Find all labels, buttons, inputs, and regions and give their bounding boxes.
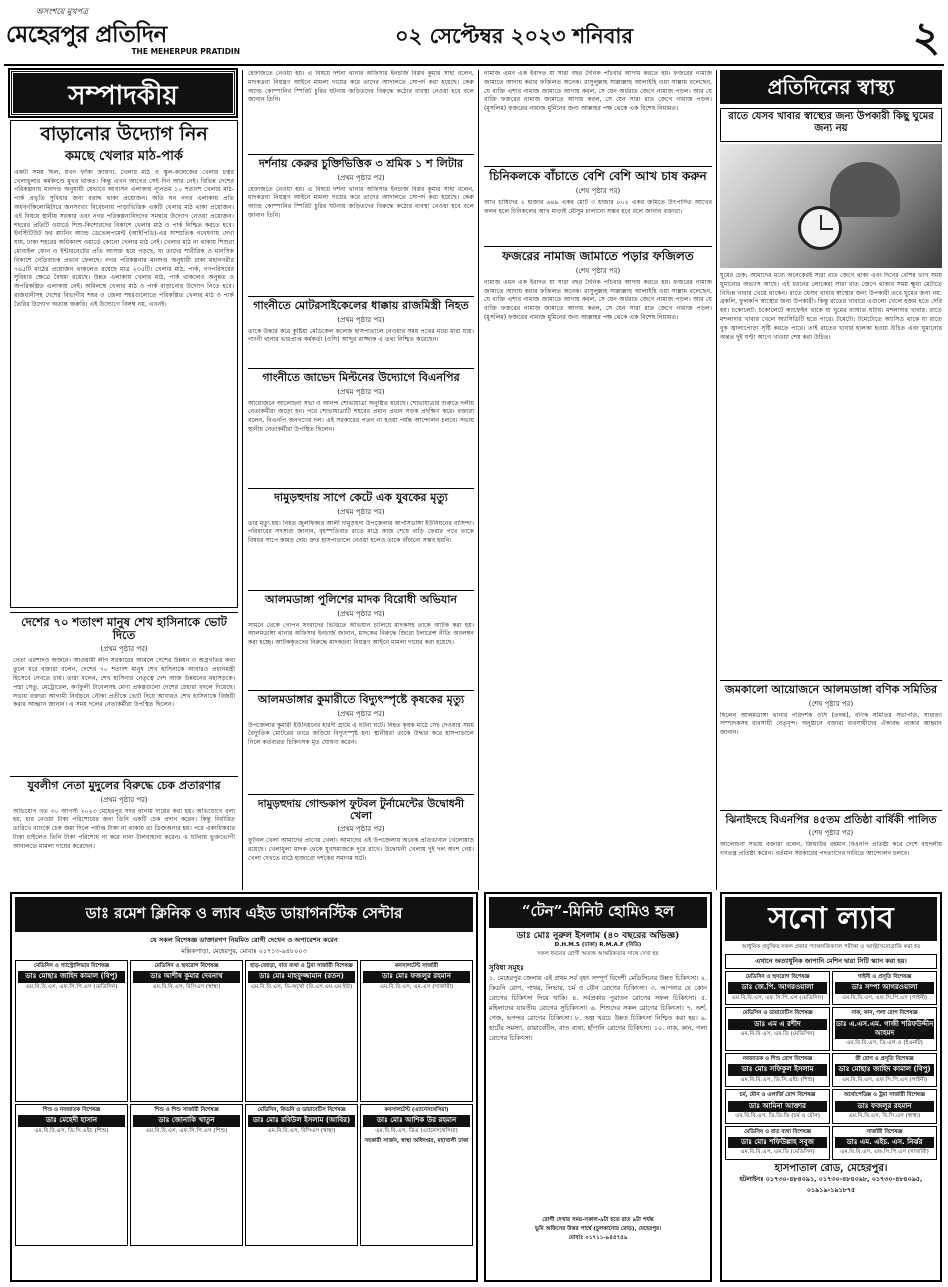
sleeping-person-icon <box>830 162 900 217</box>
article-a10-body: আখ চাষিদের ২ হাজার ৬৪৯ একর মোট ৩ হাজার ৮০২ একর জমিতে উৎপাদিত আখের ফলন হলে চিনিকলের আখ মাড়াই মৌসুম চালানো সম্ভব হবে বলে জানান বক্তারা। <box>484 198 712 215</box>
article-a3-body: হেফাজতে নেওয়া হয়। এ বিষয়ে দর্শনা থানার অফিসার ইনচার্জ বিপ্লব কুমার সাহা বলেন, মাদকদ্রব্য নিয়ন্ত্রণ আইনে মামলা দায়ের করে তাদের আদালতে সোপর্দ করা হয়েছে। কেরু অ্যান্ড কোম্পানির স্পিরিট চুরির ঘটনায় জড়িতদের বিরুদ্ধে কঠোর ব্যবস্থা নেওয়া হবে বলে জানান তিনি। <box>248 185 474 220</box>
doctor-spec: শিশু ও নবজাতক বিশেষজ্ঞ <box>42 1107 101 1113</box>
doctor-degree: এম.বি.বি.এস, এফ.সি.পি.এস (সার্জারী) <box>840 1149 929 1156</box>
sono-lab-title: সনো ল্যাব <box>725 897 937 941</box>
article-a12 <box>720 684 942 802</box>
article-a5-headline: গাংনীতে জাভেদ মিল্টনের উদ্যোগে বিএনপির <box>262 371 460 384</box>
article-a2-headline: যুবলীগ নেতা মুদুলের বিরুদ্ধে চেক প্রতারণার <box>27 779 221 792</box>
doctor-degree: এম.বি.বি.এস, এফ.সি.পি.এস (গাইনী) <box>841 1076 928 1083</box>
article-a9 <box>248 798 474 899</box>
clinic-doctor-card <box>130 960 243 1102</box>
clinic-doctor-card <box>245 1104 358 1246</box>
section-rule <box>720 680 942 681</box>
doctor-name: ডাঃ জে.পি. আগরওয়ালা <box>728 982 827 993</box>
article-a1-body: নেতা এরশাদও অর্জনে। আওয়ামী লীগ সরকারের আমলে দেশের উন্নয়ন ও অগ্রগতির কথা তুলে ধরে বক্তারা বলেন, দেশের ৭০ শতাংশ মানুষ শেখ হাসিনাকে আবারও প্রধানমন্ত্রী হিসেবে দেখতে চায়। তারা বলেন, শেখ হাসিনার নেতৃত্বে দেশ আজ উন্নয়নের মহাসড়কে। পদ্মা সেতু, মেট্রোরেল, কর্ণফুলী টানেলসহ মেগা প্রকল্পগুলো দেশের চেহারা বদলে দিয়েছে। সভায় বক্তারা আগামী নির্বাচনে নৌকা প্রতীকে ভোট দিয়ে আবারও শেখ হাসিনাকে বিজয়ী করার আহ্বান জানান। এ সময় দলের নেতাকর্মীরা উপস্থিত ছিলেন। <box>13 657 235 709</box>
doctor-degree: এম.বি.বি.এস, ডি.ডি.ভি (চর্ম ও যৌন) <box>735 1113 820 1120</box>
page-number: ২ <box>912 12 940 61</box>
health-article <box>720 272 942 672</box>
article-a2-body: অভিযোগ গত ৩০ আগস্ট ২০২৩ মেহেরপুর সদর থানায় দায়ের করা হয়। অভিযোগে বলা হয়, ধার নেওয়া টাকা পরিশোধের জন্য তিনি একটি চেক প্রদান করেন। কিন্তু নির্ধারিত তারিখে ব্যাংকে চেক জমা দিলে পর্যাপ্ত টাকা না থাকায় তা ডিজঅনার হয়। পরে একাধিকবার টাকা চাইলেও তিনি টাকা পরিশোধ না করে নানা টালবাহানা করেন। এ ঘটনায় ভুক্তভোগী আদালতে মামলা দায়ের করেছেন। <box>13 807 235 850</box>
article-a4-body: তাকে উদ্ধার করে কুষ্টিয়া মেডিকেল কলেজ হাসপাতালে নেওয়ার সময় পথের মধ্যে মারা যায়। গাংনী থানার ভারপ্রাপ্ত কর্মকর্তা (ওসি) আব্দুর রাজ্জাক এ তথ্য নিশ্চিত করেছেন। <box>248 327 474 344</box>
article-a8-headline: আলমডাঙ্গার কুমারীতে বিদ্যুৎস্পৃষ্টে কৃষকের মৃত্যু <box>257 693 465 706</box>
doctor-spec: চর্ম, যৌন ও এলার্জি রোগ বিশেষজ্ঞ <box>739 1092 816 1099</box>
doctor-name: ডাঃ এ.এস.এম. গাজী শরিফউদ্দীন আহমদ <box>835 1019 934 1040</box>
doctor-spec: মেডিসিন ও বাত ব্যথা বিশেষজ্ঞ <box>744 1128 811 1135</box>
doctor-degree: এম.বি.বি.এস, ডি.সি.এইচ (শিশু) <box>34 1127 109 1134</box>
newspaper-page <box>4 4 944 1283</box>
section-rule <box>248 488 474 489</box>
article-a8-body: উপজেলার কুমারী ইউনিয়নের হারদী গ্রামে এ ঘটনা ঘটে। নিহত কৃষক মাঠে সেচ দেওয়ার সময় বৈদ্যুতিক মোটরের তারে জড়িয়ে বিদ্যুৎস্পৃষ্ট হন। স্থানীয়রা তাকে উদ্ধার করে হাসপাতালে নিলে কর্তব্যরত চিকিৎসক মৃত ঘোষণা করেন। <box>248 721 474 747</box>
doctor-degree: এম.বি.বি.এস, এফ.সি.পি.এস (মেডিসিন) <box>25 983 118 990</box>
sono-doctor-card <box>725 1007 830 1051</box>
doctor-degree: এম.বি.বি.এস, এম.ডি (মেডিসিন) <box>740 1031 815 1038</box>
doctor-degree: এম.বি.বি.এস, এফ.সি.পি.এস (গাইনী) <box>841 994 928 1001</box>
article-a1-from: (প্রথম পৃষ্ঠার পর) <box>100 645 148 654</box>
doctor-name: ডাঃ আমিনা আক্তার <box>728 1101 827 1112</box>
newspaper-name-en: THE MEHERPUR PRATIDIN <box>131 47 240 56</box>
sono-lab-doctors <box>725 971 937 1160</box>
section-rule <box>248 368 474 369</box>
article-a8-from: (প্রথম পৃষ্ঠার পর) <box>337 709 385 718</box>
sono-lab-address: হাসপাতাল রোড, মেহেরপুর। <box>774 1162 888 1174</box>
sono-doctor-card <box>832 1007 937 1051</box>
section-rule <box>248 794 474 795</box>
sono-doctor-card <box>725 1089 830 1123</box>
column-3 <box>484 70 712 890</box>
article-a4-headline: গাংনীতে মোটরসাইকেলের ধাক্কায় রাজমিস্ত্রী নিহত <box>253 299 469 312</box>
health-headline-box <box>720 108 942 142</box>
health-body: ঘুমের চেক: আমাদের মধ্যে অনেকেরই সারা রাত জেগে থাকা এবং দিনের বেশির ভাগ সময় ঘুমানোর অভ্যাস আছে। এই ধরনের লোকেরা সারা রাত জেগে থাকার সময় ক্ষুধা মেটাতে বিভিন্ন খাবার খেয়ে থাকেন। রাতে যেসব খাবার স্বাস্থ্যের জন্য উপকারী তবে ঘুমের জন্য নয়: ব্রকলি, ফুলকপি স্বাস্থ্যের জন্য উপকারী। কিন্তু রাতের খাবারে এগুলো খেলে হজম হতে দেরি হয়। চকোলেট: চকোলেটে ক্যাফেইন থাকে যা ঘুমের ব্যাঘাত ঘটায়। মশলাদার খাবার: রাতে মশলাদার খাবার খেলে অ্যাসিডিটি হতে পারে। টমেটো: টমেটোতে অ্যাসিড থাকে যা রাতে বুক জ্বালাপোড়া সৃষ্টি করতে পারে। তাই রাতের খাবার হালকা হওয়া উচিত এবং ঘুমানোর অন্তত দুই ঘণ্টা আগে খাওয়া শেষ করা উচিত। <box>720 272 942 341</box>
editorial-headline: বাড়ানোর উদ্যোগ নিন <box>40 123 208 145</box>
article-a9-from: (প্রথম পৃষ্ঠার পর) <box>337 825 385 834</box>
editorial-subhead: কমছে খেলার মাঠ-পার্ক <box>65 148 183 164</box>
article-a7-from: (প্রথম পৃষ্ঠার পর) <box>337 609 385 618</box>
doctor-name: ডাঃ মেহেদী হাসান <box>18 1115 125 1126</box>
article-a5 <box>248 372 474 500</box>
homeo-hours: রোগী দেখার সময়-সকাল-৯টা হতে রাত ৯টা পর্যন্ত <box>542 1217 654 1224</box>
alarm-clock-icon <box>798 206 842 250</box>
article-a1-headline: দেশের ৭০ শতাংশ মানুষ শেখ হাসিনাকে ভোট দিতে <box>21 615 227 643</box>
article-a6-body: তার মৃত্যু হয়। নিহত জুলফিকার আলী দামুড়হুদা উপজেলার কার্পাসডাঙ্গা ইউনিয়নের বাসিন্দা। পরিবারের সদস্যরা জানান, বৃহস্পতিবার রাতে মাঠে কাজ শেষে বাড়ি ফেরার পথে তাকে বিষধর সাপে কামড় দেয়। দ্রুত হাসপাতালে নেওয়া হলেও তাকে বাঁচানো সম্ভব হয়নি। <box>248 519 474 545</box>
column-2 <box>248 70 474 890</box>
clinic-doctor-card <box>360 960 473 1102</box>
doctor-degree: এম.বি.বি.এস, এম.ডি (মেডিসিন) <box>740 1149 815 1156</box>
sono-doctor-card <box>832 1126 937 1160</box>
section-rule <box>248 296 474 297</box>
article-a2 <box>10 776 238 888</box>
article-a3 <box>248 158 474 248</box>
doctor-degree: এম.বি.বি.এস, এম.এস (সার্জারী) <box>379 983 454 990</box>
sono-doctor-card <box>832 1053 937 1087</box>
section-rule <box>248 690 474 691</box>
column-rule <box>242 70 243 890</box>
doctor-degree: এম.বি.বি.এস, ডি.এল.ও (ইএনটি) <box>846 1040 923 1047</box>
article-a7-body: সামনে থেকে গোপন সংবাদের ভিত্তিতে অভিযান চালিয়ে মাদকসহ তাকে আটক করা হয়। আলমডাঙ্গা থানার অফিসার ইনচার্জ জানান, মাদকের বিরুদ্ধে জিরো টলারেন্স নীতি অবলম্বন করা হচ্ছে। আটককৃতদের বিরুদ্ধে মাদকদ্রব্য নিয়ন্ত্রণ আইনে মামলা দায়ের করা হয়েছে। <box>248 621 474 647</box>
doctor-name: ডাঃ মোঃ আশিক উর রহমান <box>363 1115 470 1126</box>
doctor-spec: গাইনী ও প্রসূতি বিশেষজ্ঞ <box>857 974 912 980</box>
article-a7 <box>248 594 474 692</box>
column-rule <box>716 70 717 890</box>
doctor-name: ডাঃ জোনাকি খাতুন <box>133 1115 240 1126</box>
doctor-footer: সহকারী সার্জন, স্বাস্থ্য অধিদপ্তর, মহাখালী ঢাকা <box>364 1138 469 1145</box>
section-rule <box>484 166 712 167</box>
section-rule <box>720 810 942 811</box>
newspaper-logo <box>6 6 242 62</box>
newspaper-name: মেহেরপুর প্রতিদিন <box>6 21 167 48</box>
doctor-name: ডাঃ ফজলুর রহমান <box>835 1101 934 1112</box>
clinic-doctor-card <box>15 1104 128 1246</box>
article-a12-body: ছিলেন আলমডাঙ্গা থানার পরিদর্শক ওসি (তদন্ত), বণিক সমিতির সভাপতি, সাধারণ সম্পাদকসহ ব্যবসায়ী নেতৃবৃন্দ। অনুষ্ঠানে বক্তারা ব্যবসায়ীদের ঐক্যবদ্ধ থাকার আহ্বান জানান। <box>720 711 942 737</box>
ramesh-clinic-title: ডাঃ রমেশ ক্লিনিক ও ল্যাব এইড ডায়াগনস্টিক সেন্টার <box>15 897 473 932</box>
article-a6 <box>248 492 474 590</box>
sono-doctor-card <box>725 1126 830 1160</box>
doctor-spec: কনসালটেন্ট (এ্যানেসথেসিয়া) <box>384 1107 449 1113</box>
article-a4 <box>248 300 474 358</box>
doctor-spec: অর্থোপেডিক্স ও ট্রমা সার্জারী বিশেষজ্ঞ <box>843 1092 926 1099</box>
article-a3-headline: দর্শনায় কেরুর চুক্তিভিত্তিক ৩ শ্রমিক ১ শ লিটার <box>258 157 464 170</box>
doctor-spec: শিশু ও শিশু সার্জারী বিশেষজ্ঞ <box>154 1107 219 1113</box>
homeo-address: ভুমি অফিসের উত্তর পার্শ্বে (চুলকানোর মোড়), মেহেরপুর। <box>534 1226 662 1233</box>
masthead <box>4 4 944 66</box>
article-a5-from: (প্রথম পৃষ্ঠার পর) <box>337 387 385 396</box>
article-a4-from: (প্রথম পৃষ্ঠার পর) <box>337 315 385 324</box>
doctor-spec: স্ত্রী রোগ ও প্রসূতি বিশেষজ্ঞ <box>855 1056 914 1062</box>
homeo-description: সকল ধরনের রোগী অত্যন্ত আন্তরিকতার সাথে দেখা হয় <box>537 951 659 958</box>
doctor-name: ডাঃ এম এ রশীদ <box>728 1019 827 1030</box>
article-a13-body: আলোচনা সভায় বক্তারা বলেন, জিয়াউর রহমান বিএনপি প্রতিষ্ঠা করে দেশে বহুদলীয় গণতন্ত্র প্রতিষ্ঠা করেন। বর্তমান সরকারের পদত্যাগের দাবিতে আন্দোলন চলবে। <box>720 841 942 857</box>
doctor-degree: এম.বি.বি.এস, বিসিএস (স্বাস্থ্য) <box>267 1127 336 1134</box>
sono-lab-note: এখানে অত্যাধুনিক জাপানি মেশিন দ্বারা সিটি স্ক্যান করা হয়। <box>725 954 937 969</box>
health-banner: প্রতিদিনের স্বাস্থ্য <box>720 70 942 104</box>
article-a11-pre: নামাজ এমন এক ইবাদত যা সারা বছর দৈনিক পাঁচবার আদায় করতে হয়। ফজরের নামাজ জামাতে আদায় করার ফজিলত অনেক। রাসুলুল্লাহ সাল্লাল্লাহু আলাইহি ওয়া সাল্লাম বলেছেন, যে ব্যক্তি এশার নামাজ জামাতে আদায় করল, সে যেন অর্ধরাত জেগে নামাজ পড়ল। আর যে ব্যক্তি ফজরের নামাজ জামাতে আদায় করল, সে যেন সারা রাত জেগে নামাজ পড়ল। (মুসলিম) ফজরের নামাজ মুমিনের জন্য আল্লাহর পক্ষ থেকে এক বিশেষ নিয়ামত। <box>484 70 712 113</box>
homeo-hall-title: “টেন”-মিনিট হোমিও হল <box>489 897 707 928</box>
doctor-degree: এম.বি.বি.এস, এফ.সি.পি.এস (মেডিসিন) <box>731 994 824 1001</box>
section-rule <box>484 246 712 247</box>
article-a9-headline: দামুড়হুদায় গোল্ডকাপ ফুটবল টুর্নামেন্টের উদ্বোধনী খেলা <box>258 798 464 823</box>
article-a12-headline: জমকালো আয়োজনে আলমডাঙ্গা বণিক সমিতির <box>724 683 938 696</box>
clinic-doctor-card <box>245 960 358 1102</box>
doctor-spec: কনসালটেন্ট সার্জারী <box>394 963 439 969</box>
sono-lab-hotline <box>725 1174 937 1196</box>
article-a5-body: আয়োজনে আলোচনা সভা ও আনন্দ শোভাযাত্রা অনুষ্ঠিত হয়েছে। শোভাযাত্রার শুরুতে দলীয় নেতাকর্মীরা জড়ো হন। পরে শোভাযাত্রাটি শহরের প্রধান প্রধান সড়ক প্রদক্ষিণ করে। বক্তারা বলেন, বিএনপি জনগণের দল। এই সরকারের পতন না হওয়া পর্যন্ত আন্দোলন চলবে। সভায় স্থানীয় নেতাকর্মীরা উপস্থিত ছিলেন। <box>248 399 474 434</box>
doctor-name: ডাঃ মোঃ সফিকুল ইসলাম <box>728 1064 827 1075</box>
ramesh-clinic-sub: যে সকল বিশেষজ্ঞ ডাক্তারগণ নিয়মিত রোগী দেখেন ও অপারেশন করেন <box>150 936 338 944</box>
article-a13 <box>720 814 942 895</box>
homeo-items-title: সুবিধা সমূহঃ <box>489 964 524 973</box>
editorial-banner: সম্পাদকীয় <box>10 70 236 116</box>
doctor-spec: নবজাতক ও শিশু রোগ বিশেষজ্ঞ <box>742 1056 813 1062</box>
article-a6-from: (প্রথম পৃষ্ঠার পর) <box>337 507 385 516</box>
article-a11 <box>484 250 712 895</box>
doctor-name: ডাঃ মোঃ মাহফুজ্জামান (রতন) <box>248 971 355 982</box>
homeo-doctor-name: ডাঃ মোঃ নুরুল ইসলাম (৪০ বছরের অভিজ্ঞ) <box>516 931 680 941</box>
doctor-degree: এম.বি.বি.এস, বিসিএস (স্বাস্থ্য) <box>152 983 221 990</box>
article-a7-headline: আলমডাঙ্গা পুলিশের মাদক বিরোধী অভিযান <box>265 593 457 606</box>
editorial-box <box>10 120 238 608</box>
article-a10-headline: চিনিকলকে বাঁচাতে বেশি বেশি আখ চাষ করুন <box>489 169 707 183</box>
article-a10 <box>484 170 712 239</box>
section-rule <box>248 590 474 591</box>
doctor-degree: এম.বি.বি.এস, এফ.সি.পি.এস (শিশু) <box>145 1127 228 1134</box>
doctor-name: ডাঃ মোছাঃ জাহিদ কামাল (বিপু) <box>18 971 125 982</box>
doctor-spec: নাক, কান, গলা রোগ বিশেষজ্ঞ <box>851 1010 918 1017</box>
ramesh-clinic-doctors <box>15 960 473 1246</box>
article-a8 <box>248 694 474 796</box>
article-a9-body: ফুটবল খেলা আমাদের প্রাণের খেলা। আমাদের এই উপজেলায় অনেক প্রতিভাবান খেলোয়াড় রয়েছে। খেলাধুলা মাদক থেকে যুবসমাজকে দূরে রাখে। উদ্বোধনী খেলায় দুই দল অংশ নেয়। খেলা দেখতে মাঠে হাজারো দর্শকের সমাগম ঘটে। <box>248 837 474 862</box>
doctor-name: ডাঃ মোঃ শফিউল্লাহ সবুজ <box>728 1137 827 1148</box>
doctor-name: ডাঃ সম্পা আগরওয়ালা <box>835 982 934 993</box>
doctor-name: ডাঃ এম. এইচ. এস. নির্ঝর <box>835 1137 934 1148</box>
doctor-spec: সার্জারী বিশেষজ্ঞ <box>866 1128 903 1135</box>
section-rule <box>248 154 474 155</box>
clinic-doctor-card <box>360 1104 473 1246</box>
article-a13-from: (শেষ পৃষ্ঠার পর) <box>808 829 854 838</box>
homeo-items: ১. মেহেরপুর জেলায় এই প্রথম সর্ব বৃহৎ সম্পূর্ণ বিদেশী মেডিসিনের উন্নত চিকিৎসা। ২. কিডনি রোগ, পাথর, লিভার, চর্ম ও যৌন রোগের চিকিৎসা। ৩. আপনার যে কোন রোগের চিকিৎসা দিয়ে থাকি। ৪. সর্বপ্রকার পুরাতন রোগের সফল চিকিৎসা। ৫. মহিলাদের যাবতীয় রোগের সুচিকিৎসা। ৬. শিশুদের সকল রোগের চিকিৎসা। ৭. অর্শ, গেজ, ভগন্দর রোগের চিকিৎসা। ৮. অল্প খরচে উন্নত চিকিৎসা নিশ্চিত করা হয়। ৯. হার্টের সমস্যা, ডায়াবেটিস, বাত ব্যথা, হাঁপানি রোগের চিকিৎসা। ১০. নাক, কান, গলা রোগের চিকিৎসা। <box>489 974 707 1042</box>
article-a10-from: (শেষ পৃষ্ঠার পর) <box>575 186 621 195</box>
sono-doctor-card <box>725 971 830 1005</box>
article-a11-headline: ফজরের নামাজ জামাতে পড়ার ফজিলত <box>502 249 694 263</box>
ramesh-clinic-address: মল্লিকপাড়া, মেহেরপুর, মোবাঃ ০১৭১৩-৯৪৮০০৩ <box>181 947 307 955</box>
logo-tagline: অসংশয়ে মুখপত্র <box>36 7 88 16</box>
homeo-doctor-degree: D.H.M.S (ঢাকা) R.M.A.F (বিডি) <box>554 942 642 949</box>
article-a11-body: নামাজ এমন এক ইবাদত যা সারা বছর দৈনিক পাঁচবার আদায় করতে হয়। ফজরের নামাজ জামাতে আদায় করার ফজিলত অনেক। রাসুলুল্লাহ সাল্লাল্লাহু আলাইহি ওয়া সাল্লাম বলেছেন, যে ব্যক্তি এশার নামাজ জামাতে আদায় করল, সে যেন অর্ধরাত জেগে নামাজ পড়ল। আর যে ব্যক্তি ফজরের নামাজ জামাতে আদায় করল, সে যেন সারা রাত জেগে নামাজ পড়ল। (মুসলিম) ফজরের নামাজ মুমিনের জন্য আল্লাহর পক্ষ থেকে এক বিশেষ নিয়ামত। <box>484 278 712 321</box>
doctor-spec: মেডিসিন, কিডনি ও ডায়াবেটিস বিশেষজ্ঞ <box>257 1107 346 1113</box>
article-a3-from: (প্রথম পৃষ্ঠার পর) <box>337 173 385 182</box>
clinic-doctor-card <box>15 960 128 1102</box>
doctor-spec: মেডিসিন ও গ্যাস্ট্রোলিভার বিশেষজ্ঞ <box>33 963 110 969</box>
health-headline: রাতে যেসব খাবার স্বাস্থ্যের জন্য উপকারী কিছু ঘুমের জন্য নয় <box>728 111 934 134</box>
doctor-spec: হাড়-জোড়া, বাত ব্যথা ও ট্রমা সার্জারী বিশেষজ্ঞ <box>250 963 353 969</box>
hotline-label: হটলাইনঃ <box>739 1175 764 1184</box>
article-a3-pre: হেফাজতে নেওয়া হয়। এ বিষয়ে দর্শনা থানার অফিসার ইনচার্জ বিপ্লব কুমার সাহা বলেন, মাদকদ্রব্য নিয়ন্ত্রণ আইনে মামলা দায়ের করে তাদের আদালতে সোপর্দ করা হয়েছে। কেরু অ্যান্ড কোম্পানির স্পিরিট চুরির ঘটনায় জড়িতদের বিরুদ্ধে কঠোর ব্যবস্থা নেওয়া হবে বলে জানান তিনি। <box>248 70 474 104</box>
sono-lab-tagline: আধুনিক প্রযুক্তির সকল প্রকার প্যাথলজিক্যাল পরীক্ষা ও আল্ট্রাসনোগ্রাফি করা হয় <box>741 944 921 950</box>
clinic-doctor-card <box>130 1104 243 1246</box>
column-rule <box>478 70 479 890</box>
sono-doctor-card <box>832 1089 937 1123</box>
article-a12-from: (শেষ পৃষ্ঠার পর) <box>808 699 854 708</box>
doctor-name: ডাঃ আশীষ কুমার দেবনাথ <box>133 971 240 982</box>
article-a2-from: (প্রথম পৃষ্ঠার পর) <box>100 795 148 804</box>
article-a13-headline: ঝিনাইদহে বিএনপির ৪৫তম প্রতিষ্ঠা বার্ষিকী পালিত <box>725 814 937 826</box>
article-a6-headline: দামুড়হুদায় সাপে কেটে এক যুবকের মৃত্যু <box>274 491 448 504</box>
article-a1 <box>10 612 238 772</box>
doctor-degree: এম.বি.বি.এস, ডিএ (এ্যানেসথেসিয়া) <box>375 1127 458 1134</box>
editorial-body: একটা সময় ছিল, যখন ফাঁকা জায়গা, খেলার মাঠ ও স্কুল-কলেজের খেলার চত্বর খেলাধুলার কর্মকাণ্ডে মুখর থাকত। কিন্তু এখন আগের সেই দিন আর নেই। বিভিন্ন দেশের পরিকল্পনায় মানদণ্ড অনুযায়ী যেভাবে আবাসন এলাকায় ন্যূনতম ১০ শতাংশ খেলার মাঠ-পার্ক প্রভৃতি সুবিধার জন্য বরাদ্দ থাকা প্রয়োজন। অতি ঘন নগর এলাকায় প্রতি অর্ধবর্গকিলোমিটারে জনসংখ্যা বিবেচনায় পাড়াভিত্তিক একটি খেলার মাঠ থাকা প্রয়োজন। এই বিষয়ে স্থানীয় সরকার এবং নগর পরিকল্পনাবিদদের সমন্বয়ে উদ্যোগ নেওয়া প্রয়োজন। শহরের প্রতিটি ওয়ার্ডে শিশু-কিশোরদের বিকাশে খেলার মাঠ ও পার্ক নিশ্চিত করতে হবে। ইনস্টিটিউট ফর প্ল্যানিং অ্যান্ড ডেভেলপমেন্ট (আইপিডি)-এর সাম্প্রতিক গবেষণায় দেখা যায়, ঢাকা শহরের অধিকাংশ ওয়ার্ডে কোনো খেলার মাঠ নেই। খেলার মাঠ না থাকায় শিশুরা মোবাইল ফোন ও ইন্টারনেটের প্রতি আসক্ত হয়ে পড়ছে, যা তাদের শারীরিক ও মানসিক বিকাশে নেতিবাচক প্রভাব ফেলছে। নগর পরিকল্পনার মানদণ্ড অনুযায়ী ঢাকা মহানগরীর ৭৬৫টি মাঠের প্রয়োজন থাকলেও রয়েছে মাত্র ২৩৫টি। খেলার মাঠ, পার্ক, গণপরিসরের সুবিধার ক্ষেত্রে বৈষম্য রয়েছে। উন্নত এলাকায় খেলার মাঠ, পার্ক থাকলেও অনুন্নত ও অপরিকল্পিত এলাকায় নেই। অবিলম্বে খেলার মাঠ ও পার্ক বাড়ানোর উদ্যোগ নিতে হবে। রাজধানীসহ দেশের বিভাগীয় শহর ও জেলা শহরগুলোতে পরিকল্পিত খেলার মাঠ ও পার্ক তৈরির উদ্যোগ অত্যন্ত জরুরি। এই উদ্যোগে বিলম্ব নয়, এখনই। <box>14 168 234 308</box>
homeo-hall-ad <box>484 892 712 1282</box>
issue-date: ০২ সেপ্টেম্বর ২০২৩ শনিবার <box>394 23 634 48</box>
doctor-name: ডাঃ মোছাঃ জাহিদ কামাল (বিপু) <box>835 1064 934 1075</box>
sono-lab-ad <box>720 892 942 1282</box>
doctor-name: ডাঃ মোঃ ফজলুর রহমান <box>363 971 470 982</box>
sono-doctor-card <box>832 971 937 1005</box>
health-photo <box>720 144 942 268</box>
doctor-spec: মেডিসিন ও হৃদরোগ বিশেষজ্ঞ <box>745 974 810 980</box>
doctor-degree: এম.বি.বি.এস, ডি-অর্থো (বি.এস.এম.এম.ইউ) <box>250 983 353 990</box>
sono-doctor-card <box>725 1053 830 1087</box>
doctor-spec: মেডিসিন ও হৃদরোগ বিশেষজ্ঞ <box>154 963 219 969</box>
doctor-name: ডাঃ মোঃ রবিউল ইসলাম (আবির) <box>248 1115 355 1126</box>
doctor-degree: এম.বি.বি.এস, বি.সি.এস (স্বাস্থ্য) <box>848 1113 921 1120</box>
homeo-phone: মোবাঃ ০১৭১১-৯৪৫৭৫৯ <box>568 1235 628 1242</box>
doctor-degree: এম.বি.বি.এস, ডি.সি.এইচ (শিশু) <box>740 1076 815 1083</box>
ramesh-clinic-ad <box>10 892 478 1282</box>
doctor-spec: মেডিসিন ও ডায়াবেটিস বিশেষজ্ঞ <box>742 1010 813 1017</box>
article-a11-from: (শেষ পৃষ্ঠার পর) <box>575 266 621 275</box>
hotline-numbers: ০১৭৩০-৪৮৪০৯১, ০১৭৩০-৪৮৪০৯৮, ০১৭৩০-৪৮৪০৯৫, ০১৯১৯-১৯১৮৭৫ <box>765 1175 923 1195</box>
